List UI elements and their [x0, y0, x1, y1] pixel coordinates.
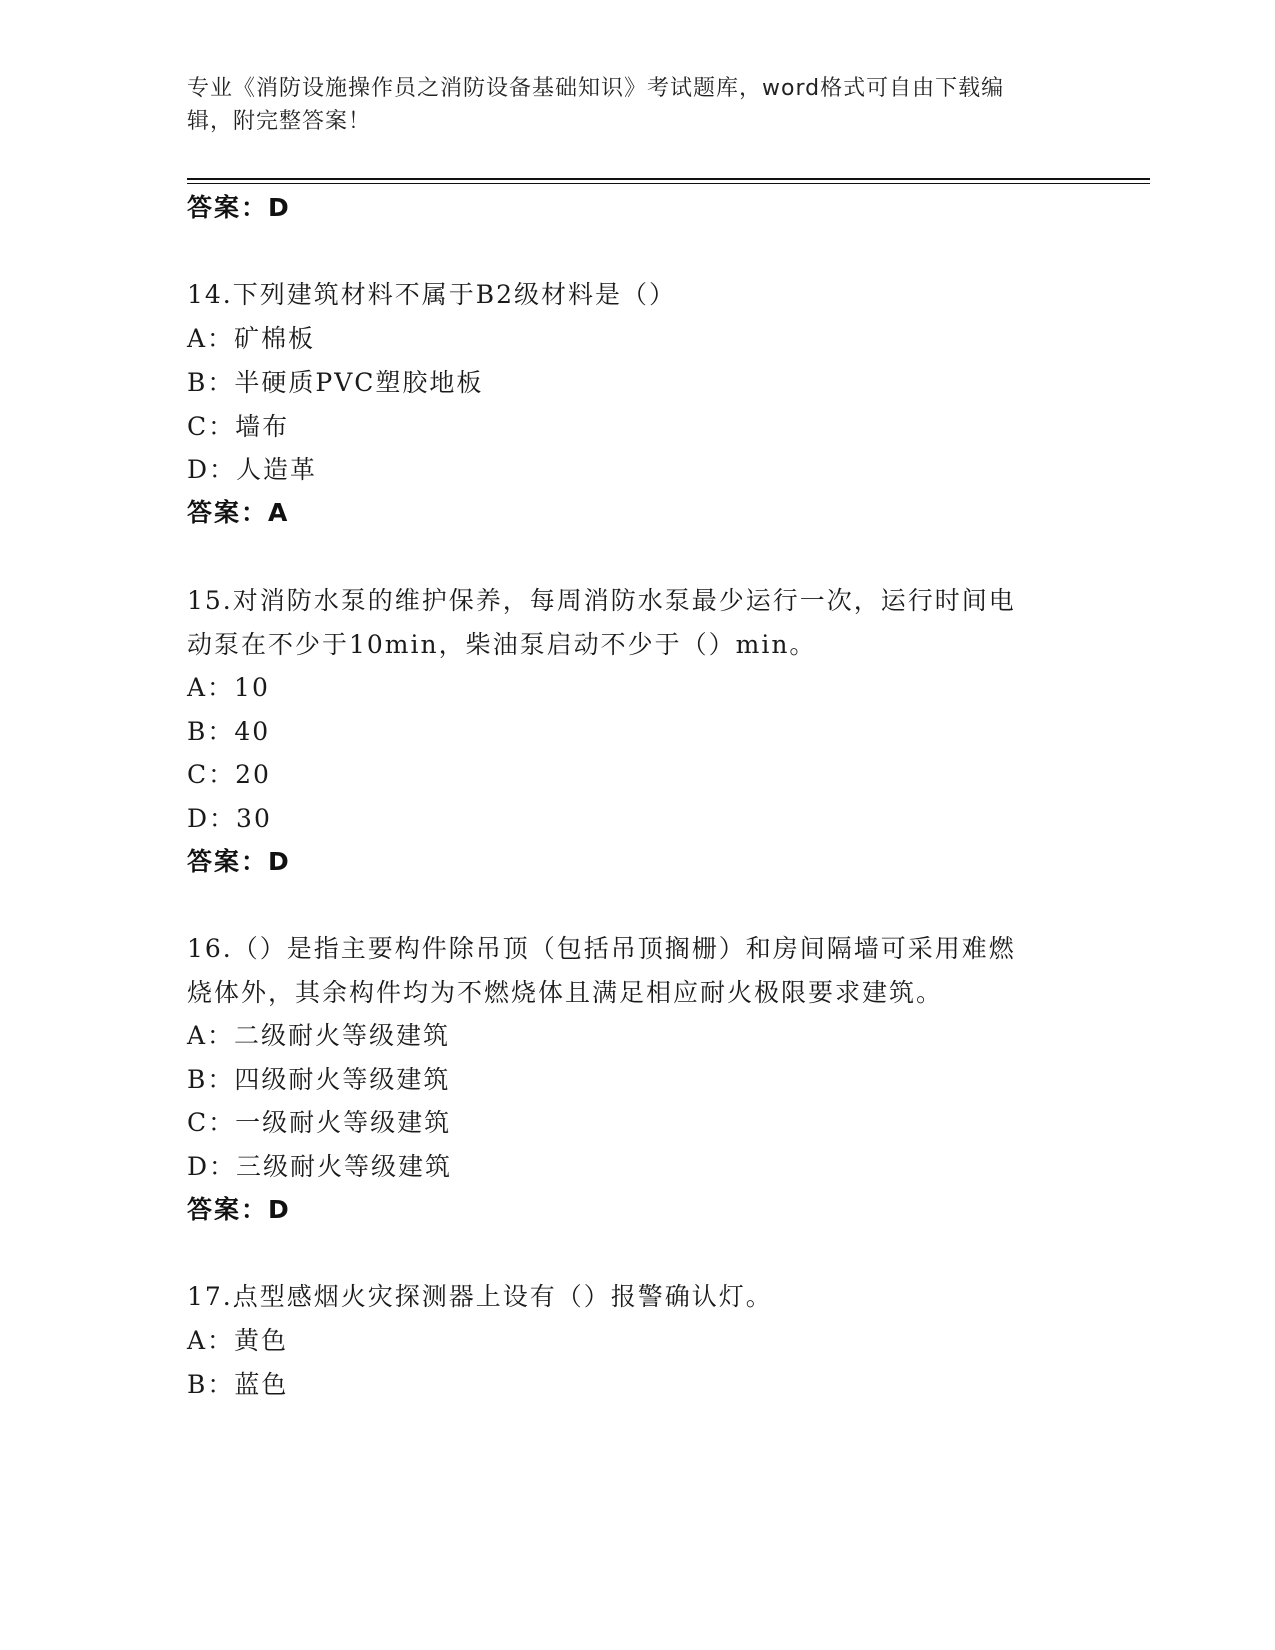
answer-line: 答案：D: [187, 193, 291, 222]
question-14-option-a: A：矿棉板: [187, 324, 316, 353]
question-16-option-a: A：二级耐火等级建筑: [187, 1021, 451, 1050]
question-16-option-d: D：三级耐火等级建筑: [187, 1152, 453, 1181]
question-16-stem-line-1: 16.（）是指主要构件除吊顶（包括吊顶搁栅）和房间隔墙可采用难燃: [187, 934, 1016, 963]
question-14-answer: 答案：A: [187, 498, 290, 527]
question-14-option-b: B：半硬质PVC塑胶地板: [187, 368, 484, 397]
question-14-option-d: D：人造革: [187, 455, 318, 484]
header-line-1: 专业《消防设施操作员之消防设备基础知识》考试题库，word格式可自由下载编: [187, 76, 1005, 101]
question-15-option-b: B：40: [187, 717, 271, 746]
question-15-stem-line-2: 动泵在不少于10min，柴油泵启动不少于（）min。: [187, 630, 817, 659]
document-header: [187, 72, 1067, 138]
question-17-stem: 17.点型感烟火灾探测器上设有（）报警确认灯。: [187, 1282, 773, 1311]
header-rule-thin: [187, 183, 1150, 184]
question-15-option-a: A：10: [187, 673, 270, 702]
question-17-option-b: B：蓝色: [187, 1370, 289, 1399]
header-line-2: 辑，附完整答案！: [187, 109, 372, 134]
question-16-option-c: C：一级耐火等级建筑: [187, 1108, 452, 1137]
question-15-option-d: D：30: [187, 804, 272, 833]
question-14-stem: 14.下列建筑材料不属于B2级材料是（）: [187, 280, 677, 309]
question-16-stem-line-2: 烧体外，其余构件均为不燃烧体且满足相应耐火极限要求建筑。: [187, 978, 944, 1007]
question-14-option-c: C：墙布: [187, 412, 290, 441]
question-16-option-b: B：四级耐火等级建筑: [187, 1065, 451, 1094]
question-16-answer: 答案：D: [187, 1195, 291, 1224]
question-17-option-a: A：黄色: [187, 1326, 289, 1355]
header-rule-thick: [187, 178, 1150, 180]
question-15-stem-line-1: 15.对消防水泵的维护保养，每周消防水泵最少运行一次，运行时间电: [187, 586, 1016, 615]
question-15-answer: 答案：D: [187, 847, 291, 876]
question-15-option-c: C：20: [187, 760, 271, 789]
